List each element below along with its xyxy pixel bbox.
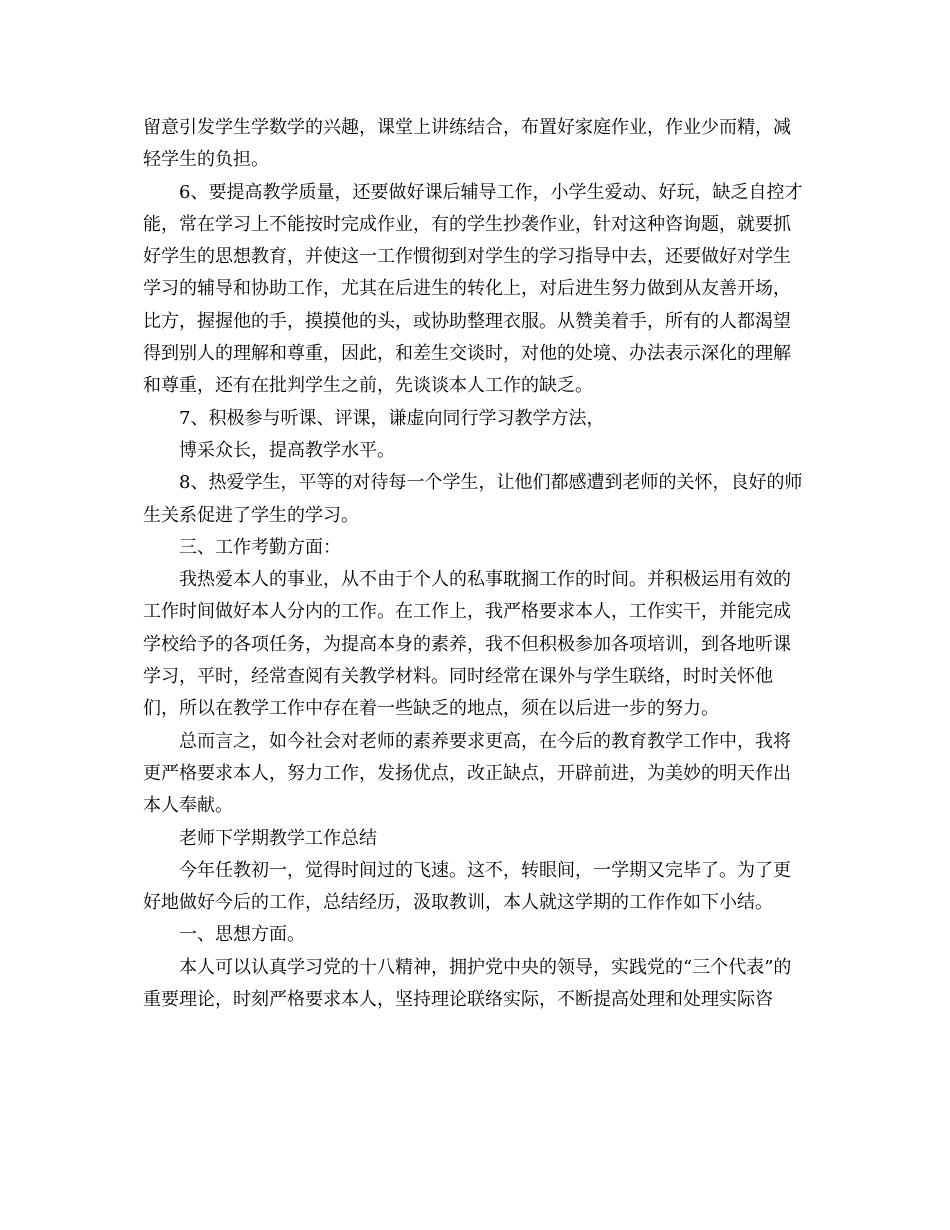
paragraph: 今年任教初一，觉得时间过的飞速。这不，转眼间，一学期又完毕了。为了更好地做好今后的工作，总结经历，汲取教训，本人就这学期的工作作如下小结。	[143, 859, 791, 914]
section-heading: 一、思想方面。	[179, 924, 305, 946]
paragraph: 总而言之，如今社会对老师的素养要求更高，在今后的教育教学工作中，我将更严格要求本人，努力工作，发扬优点，改正缺点，开辟前进，为美妙的明天作出本人奉献。	[143, 730, 791, 817]
paragraph: 本人可以认真学习党的十八精神，拥护党中央的领导，实践党的“三个代表”的重要理论，时刻严格要求本人，坚持理论联络实际，不断提高处理和处理实际咨	[143, 956, 792, 1011]
paragraph: 6、要提高教学质量，还要做好课后辅导工作，小学生爱动、好玩，缺乏自控才能，常在学习上不能按时完成作业，有的学生抄袭作业，针对这种咨询题，就要抓好学生的思想教育，并使这一工作惯彻到对学生的学习指导中去，还要做好对学生学习的辅导和协助工作，尤其在后进生的转化上，对后进生努力做到从友善开场，比方，握握他的手，摸摸他的头，或协助整理衣服。从赞美着手，所有的人都渴望得到别人的理解和尊重，因此，和差生交谈时，对他的处境、办法表示深化的理解和尊重，还有在批判学生之前，先谈谈本人工作的缺乏。	[143, 181, 803, 397]
paragraph: 博采众长，提高教学水平。	[179, 439, 395, 461]
section-heading: 三、工作考勤方面：	[179, 536, 341, 558]
paragraph: 8、热爱学生，平等的对待每一个学生，让他们都感遭到老师的关怀，良好的师生关系促进了学生的学习。	[143, 472, 803, 526]
paragraph: 留意引发学生学数学的兴趣，课堂上讲练结合，布置好家庭作业，作业少而精，减轻学生的负担。	[143, 117, 791, 171]
document-body	[143, 112, 808, 1016]
paragraph: 7、积极参与听课、评课，谦虚向同行学习教学方法，	[179, 407, 605, 429]
document-title: 老师下学期教学工作总结	[179, 827, 377, 849]
paragraph: 我热爱本人的事业，从不由于个人的私事耽搁工作的时间。并积极运用有效的工作时间做好本人分内的工作。在工作上，我严格要求本人，工作实干，并能完成学校给予的各项任务，为提高本身的素养，我不但积极参加各项培训，到各地听课学习，平时，经常查阅有关教学材料。同时经常在课外与学生联络，时时关怀他们，所以在教学工作中存在着一些缺乏的地点，须在以后进一步的努力。	[143, 569, 791, 720]
